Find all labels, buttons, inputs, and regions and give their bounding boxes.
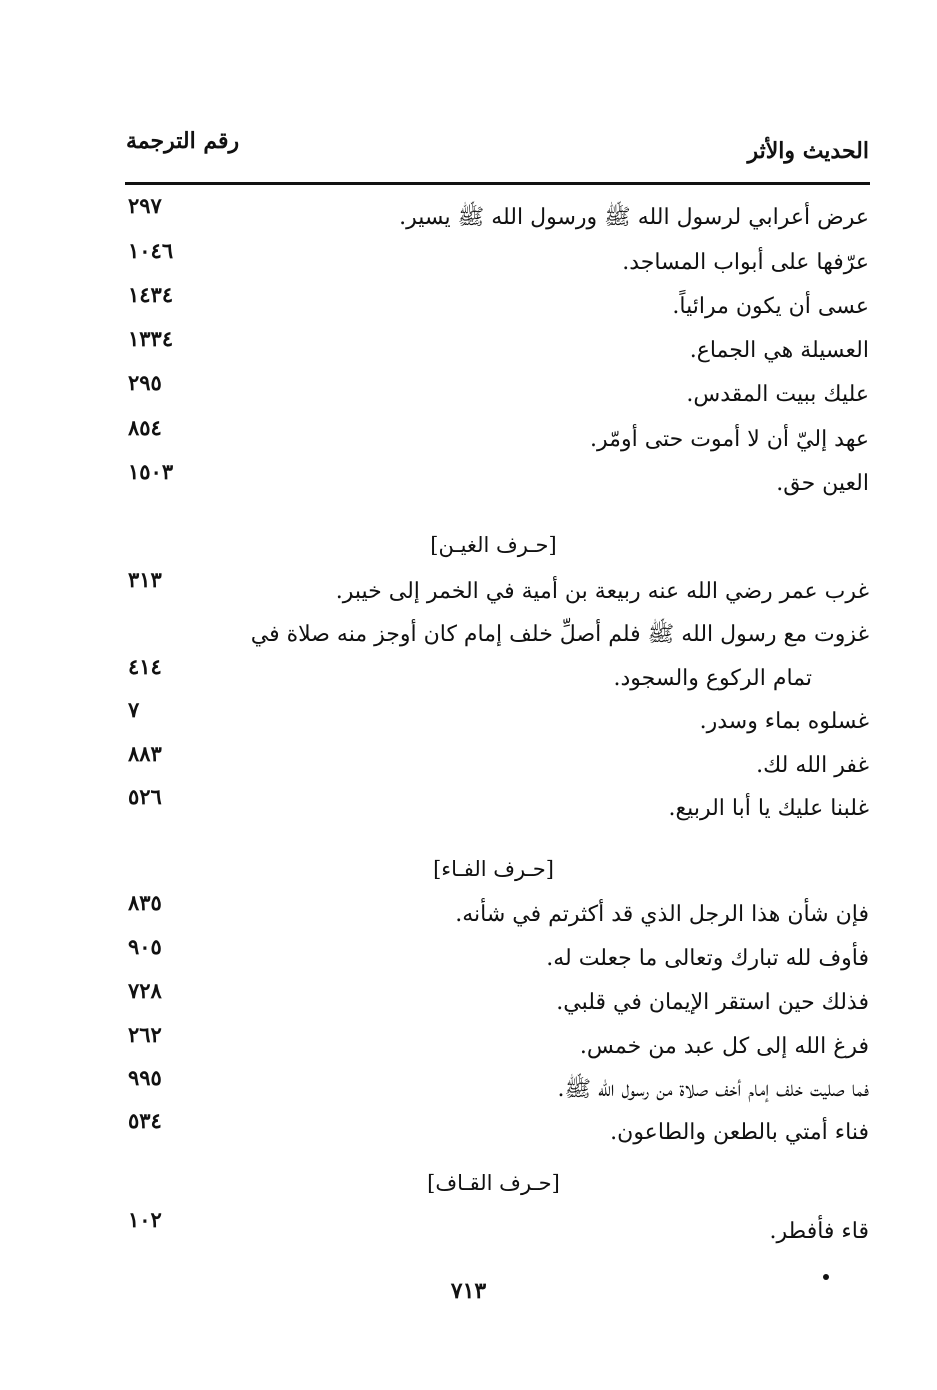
entry-number: ٩٩٥ xyxy=(128,1065,162,1090)
section-heading-text: [حـرف القـاف] xyxy=(427,1171,560,1195)
entry-text: غفر الله لك. xyxy=(756,753,869,778)
entry-text: فناء أمتي بالطعن والطاعون. xyxy=(610,1120,869,1145)
entry-number: ١٠٤٦ xyxy=(128,238,174,263)
entry-text: عسى أن يكون مرائياً. xyxy=(672,294,869,319)
entry-text: عليك ببيت المقدس. xyxy=(686,382,869,407)
entry-number: ٨٨٣ xyxy=(128,741,162,766)
entry-text: العين حق. xyxy=(776,471,869,496)
index-entry xyxy=(0,1207,937,1252)
entry-text: فذلك حين استقر الإيمان في قلبي. xyxy=(556,990,869,1015)
index-entry xyxy=(0,567,937,612)
entry-text: تمام الركوع والسجود. xyxy=(613,666,812,691)
entry-number: ١٥٠٣ xyxy=(128,459,174,484)
entry-number: ٢٦٢ xyxy=(128,1022,162,1047)
entry-number: ٥٢٦ xyxy=(128,784,162,809)
column-header-biography-number: رقم الترجمة xyxy=(126,128,240,154)
entry-number: ٩٠٥ xyxy=(128,934,162,959)
entry-text: عرّفها على أبواب المساجد. xyxy=(622,250,869,275)
section-heading-text: [حـرف الفـاء] xyxy=(433,857,554,881)
entry-number: ٨٣٥ xyxy=(128,890,162,915)
section-heading-qaf xyxy=(0,1165,937,1201)
entry-number: ٣١٣ xyxy=(128,567,162,592)
entry-number: ٢٩٥ xyxy=(128,370,162,395)
section-heading-ghain xyxy=(0,527,937,563)
section-heading-fa xyxy=(0,851,937,887)
entry-text: قاء فأفطر. xyxy=(769,1219,869,1244)
entry-number: ٨٥٤ xyxy=(128,415,162,440)
entry-number: ١٤٣٤ xyxy=(128,282,174,307)
column-header-hadith: الحديث والأثر xyxy=(747,138,869,164)
entry-text: غرب عمر رضي الله عنه ربيعة بن أمية في الخمر إلى خيبر. xyxy=(335,579,869,604)
entry-number: ٧٢٨ xyxy=(128,978,162,1003)
index-entry xyxy=(0,459,937,504)
entry-text: فما صليت خلف إمام أخف صلاة من رسول الله ﷺ. xyxy=(557,1077,869,1102)
entry-text: العسيلة هي الجماع. xyxy=(689,338,869,363)
section-heading-text: [حـرف الغيـن] xyxy=(430,533,557,557)
entry-number: ٧ xyxy=(128,697,140,722)
entry-text: غزوت مع رسول الله ﷺ فلم أصلِّ خلف إمام كان أوجز منه صلاة في xyxy=(250,622,869,647)
entry-number: ٥٣٤ xyxy=(128,1108,162,1133)
entry-text: غسلوه بماء وسدر. xyxy=(699,709,869,734)
index-entry xyxy=(0,1108,937,1153)
entry-text: عهد إليّ أن لا أموت حتى أومّر. xyxy=(590,427,869,452)
page-number: ٧١٣ xyxy=(450,1278,487,1304)
index-entry xyxy=(0,784,937,829)
entry-text: فإن شأن هذا الرجل الذي قد أكثرتم في شأنه. xyxy=(455,902,869,927)
entry-text: فرغ الله إلى كل عبد من خمس. xyxy=(579,1034,869,1059)
entry-text: عرض أعرابي لرسول الله ﷺ ورسول الله ﷺ يسير. xyxy=(399,205,869,230)
entry-number: ١٠٢ xyxy=(128,1207,162,1232)
entry-number: ٤١٤ xyxy=(128,654,162,679)
entry-text: غلبنا عليك يا أبا الربيع. xyxy=(668,796,869,821)
entry-number: ٢٩٧ xyxy=(128,193,162,218)
entry-number: ١٣٣٤ xyxy=(128,326,174,351)
entry-text: فأوف لله تبارك وتعالى ما جعلت له. xyxy=(546,946,869,971)
header-divider xyxy=(125,182,870,185)
